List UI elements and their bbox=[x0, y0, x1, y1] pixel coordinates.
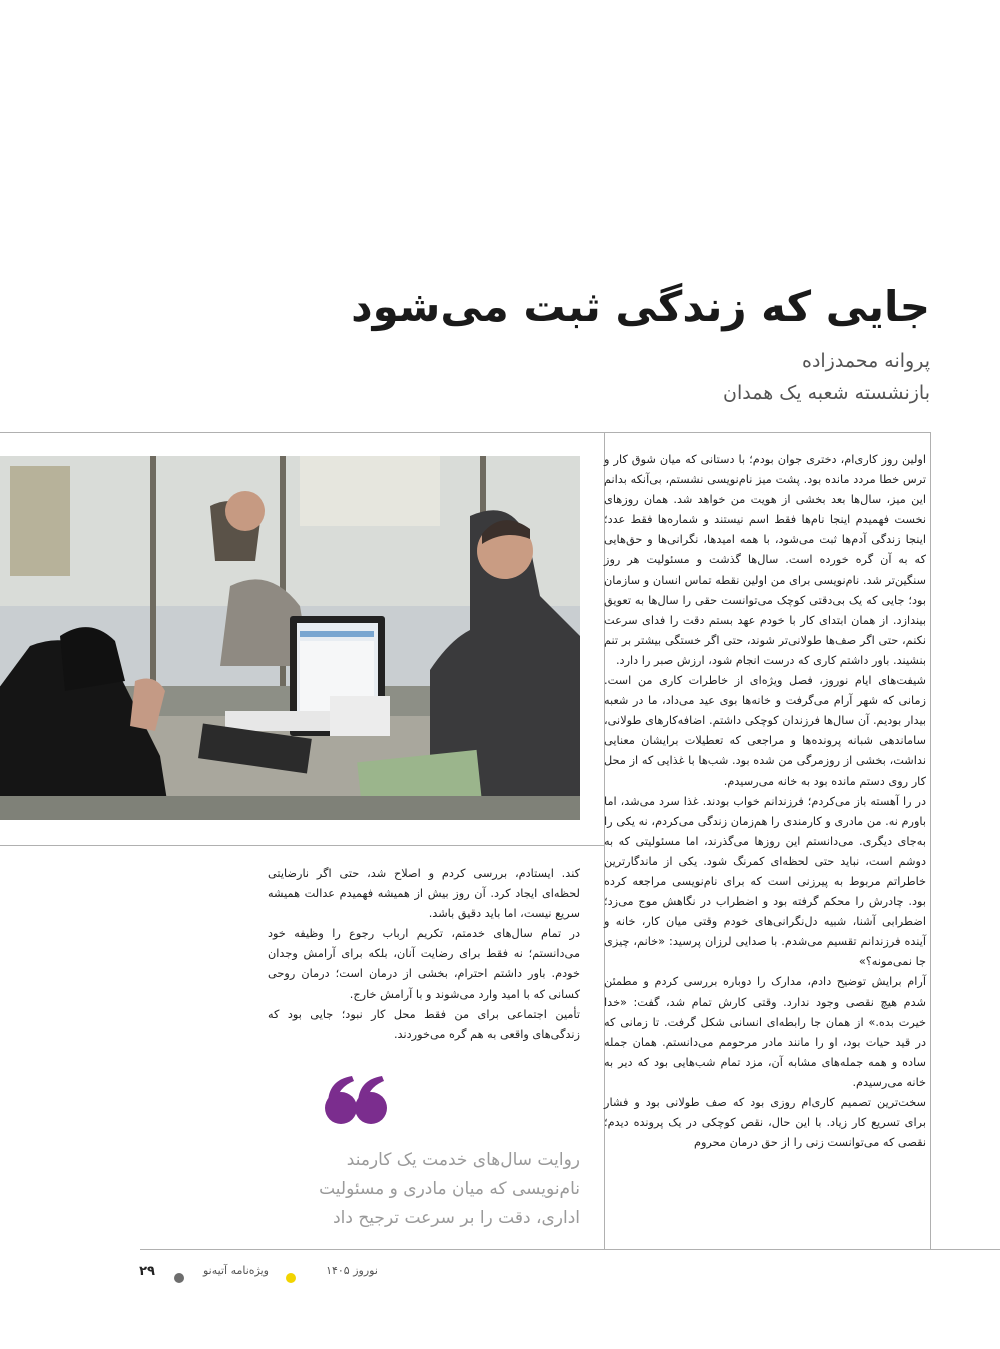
footer-yellow-dot bbox=[286, 1268, 296, 1287]
paragraph: شیفت‌های ایام نوروز، فصل ویژه‌ای از خاطرات کاری من است. زمانی که شهر آرام می‌گرفت و خانه‌ها بوی عید می‌داد، ما در شعبه بیدار بودیم. آن سال‌ها فرزندان کوچکی داشتم. اضافه‌کارهای طولانی، ساماندهی شبانه پرونده‌ها و مراجعی که تعطیلات برایشان معنایی نداشت، بخشی از روزمرگی من شده بود. شب‌ها با غذایی که از محل کار روی دستم مانده بود به خانه می‌رسیدم. bbox=[604, 674, 926, 788]
paragraph: تأمین اجتماعی برای من فقط محل کار نبود؛ جایی بود که زندگی‌های واقعی به هم گره می‌خوردند. bbox=[268, 1007, 580, 1041]
pull-quote: روایت سال‌های خدمت یک کارمند نام‌نویسی که میان مادری و مسئولیت اداری، دقت را بر سرعت ترجیح داد bbox=[319, 1150, 580, 1228]
office-photo bbox=[0, 456, 580, 820]
paragraph: در تمام سال‌های خدمتم، تکریم ارباب رجوع را وظیفه خود می‌دانستم؛ نه فقط برای رضایت آنان، بلکه برای آرامش وجدان خودم. باور داشتم احترام، بخشی از درمان است؛ درمان روحی کسانی که با امید وارد می‌شوند و با آرامش خارج. bbox=[268, 927, 580, 1001]
footer-magazine: ویژه‌نامه آتیه‌نو bbox=[203, 1264, 269, 1277]
body-column-right bbox=[604, 450, 926, 1153]
bottom-rule bbox=[140, 1249, 1000, 1250]
author-name: پروانه محمدزاده bbox=[801, 350, 930, 372]
paragraph: کند. ایستادم، بررسی کردم و اصلاح شد، حتی اگر نارضایتی لحظه‌ای ایجاد کرد. آن روز بیش از همیشه فهمیدم عدالت همیشه سریع نیست، اما باید دقیق باشد. bbox=[268, 867, 580, 921]
footer-gray-dot bbox=[174, 1268, 184, 1287]
article-title: جایی که زندگی ثبت می‌شود bbox=[351, 282, 930, 331]
quote-icon bbox=[324, 1074, 388, 1126]
footer-issue: نوروز ۱۴۰۵ bbox=[326, 1264, 378, 1277]
paragraph: اولین روز کاری‌ام، دختری جوان بودم؛ با دستانی که میان شوق کار و ترس خطا مردد مانده بود. پشت میز نام‌نویسی نشستم، بی‌آنکه بدانم این میز، سال‌ها بعد بخشی از هویت من خواهد شد. همان روزهای نخست فهمیدم اینجا نام‌ها فقط اسم نیستند و شماره‌ها فقط عدد؛ اینجا زندگی آدم‌ها ثبت می‌شود، با همه امیدها، نگرانی‌ها و حق‌هایی که به آن گره خورده است. سال‌ها گذشت و مسئولیت هر روز سنگین‌تر شد. نام‌نویسی برای من اولین نقطه تماس انسان و سازمان بود؛ جایی که یک بی‌دقتی کوچک می‌توانست حقی را سال‌ها به تعویق بیندازد. از همان ابتدای کار با خودم عهد بستم دقت را فدای سرعت نکنم، حتی اگر صف‌ها طولانی‌تر شوند، حتی اگر خستگی بیشتر بر تنم بنشیند. باور داشتم کاری که درست انجام شود، ارزش صبر را دارد. bbox=[604, 453, 926, 667]
right-frame-rule bbox=[930, 432, 931, 1250]
office-registration-desk-photo bbox=[0, 456, 580, 820]
author-role: بازنشسته شعبه یک همدان bbox=[723, 382, 930, 404]
body-column-left bbox=[268, 864, 580, 1045]
top-rule bbox=[0, 432, 930, 433]
page-number: ۲۹ bbox=[139, 1264, 155, 1279]
paragraph: آرام برایش توضیح دادم، مدارک را دوباره بررسی کردم و مطمئن شدم هیچ نقصی وجود ندارد. وقتی کارش تمام شد، گفت: «خدا خیرت بده.» از همان جا رابطه‌ای انسانی شکل گرفت. تا زمانی که در قید حیات بود، او را مانند مادر مرحومم می‌دانستم. همان جمله ساده و همه جمله‌های مشابه آن، مزد تمام شب‌هایی بود که دیر به خانه می‌رسیدم. bbox=[604, 975, 926, 1089]
paragraph: در را آهسته باز می‌کردم؛ فرزندانم خواب بودند. غذا سرد می‌شد، اما باورم نه. من مادری و کارمندی را هم‌زمان زندگی می‌کردم، نه یکی را به‌جای دیگری. می‌دانستم این روزها می‌گذرند، اما مسئولیتی که به دوشم است، نباید حتی لحظه‌ای کمرنگ شود. یکی از ماندگارترین خاطراتم مربوط به پیرزنی است که برای نام‌نویسی مراجعه کرده بود. چادرش را محکم گرفته بود و اضطراب در نگاهش موج می‌زد؛ اضطرابی آشنا، شبیه دل‌نگرانی‌های خودم وقتی میان کار، خانه و آینده فرزندانم تقسیم می‌شدم. با صدایی لرزان پرسید: «خانم، چیزی جا نمی‌مونه؟» bbox=[604, 794, 926, 969]
paragraph: سخت‌ترین تصمیم کاری‌ام روزی بود که صف طولانی بود و فشار برای تسریع کار زیاد. با این حال، نقص کوچکی در یک پرونده دیدم؛ نقصی که می‌توانست زنی را از حق درمان محروم bbox=[604, 1096, 926, 1150]
mid-rule bbox=[0, 845, 604, 846]
